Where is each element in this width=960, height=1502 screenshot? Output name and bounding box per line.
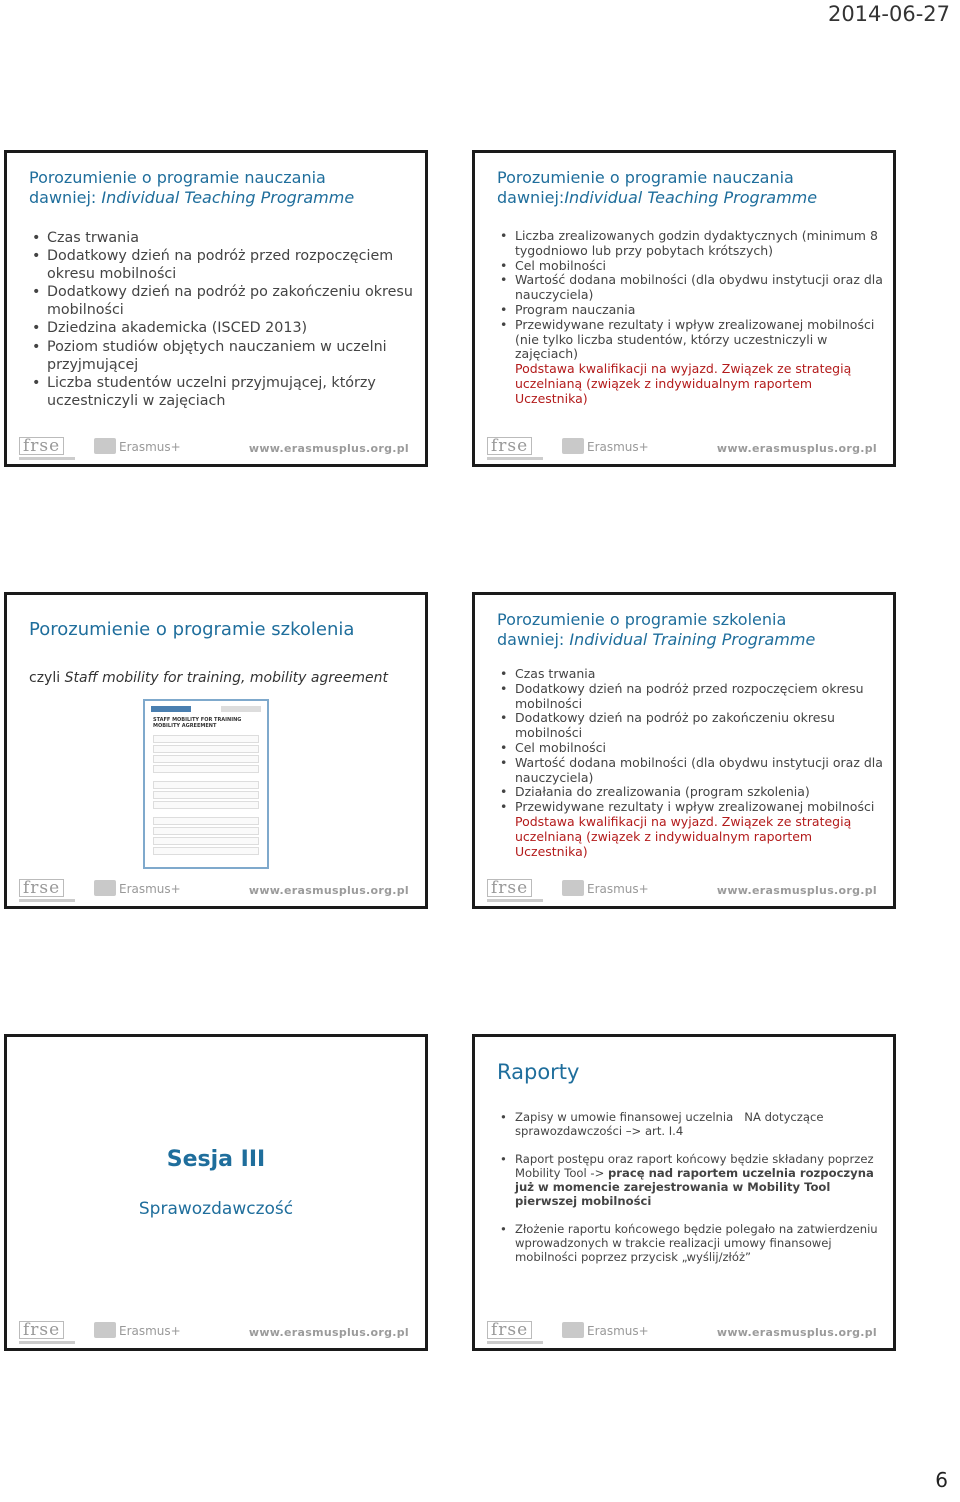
red-note: Podstawa kwalifikacji na wyjazd. Związek ze strategią uczelnianą (związek z indywidualnym raportem Uczestnika) bbox=[515, 361, 852, 406]
session-subtitle: Sprawozdawczość bbox=[138, 1199, 294, 1219]
erasmus-plus-logo: Erasmus+ bbox=[119, 440, 181, 454]
list-item: • Program nauczania bbox=[497, 303, 883, 318]
website-url: www.erasmusplus.org.pl bbox=[716, 1326, 877, 1339]
slide-footer bbox=[7, 1314, 425, 1348]
slide-subtitle: czyli Staff mobility for training, mobility agreement bbox=[29, 670, 388, 686]
bullet-list bbox=[497, 229, 883, 407]
slide-footer bbox=[475, 1314, 893, 1348]
website-url: www.erasmusplus.org.pl bbox=[248, 1326, 409, 1339]
erasmus-plus-logo: Erasmus+ bbox=[587, 440, 649, 454]
title-prefix: dawniej: bbox=[29, 188, 102, 207]
list-item: • Przewidywane rezultaty i wpływ zrealizowanej mobilności bbox=[497, 800, 883, 815]
list-item: • Przewidywane rezultaty i wpływ zrealizowanej mobilności (nie tylko liczba studentów, którzy uczestniczyli w zajęciach) bbox=[497, 318, 883, 362]
website-url: www.erasmusplus.org.pl bbox=[716, 884, 877, 897]
list-item: • Liczba zrealizowanych godzin dydaktycznych (minimum 8 tygodniowo lub przy pobytach krótszych) bbox=[497, 229, 883, 259]
slide-title: Raporty bbox=[497, 1060, 580, 1084]
erasmus-plus-logo: Erasmus+ bbox=[119, 882, 181, 896]
red-note: Podstawa kwalifikacji na wyjazd. Związek ze strategią uczelnianą (związek z indywidualnym raportem Uczestnika) bbox=[515, 813, 852, 859]
list-item: • Cel mobilności bbox=[497, 259, 883, 274]
page-date: 2014-06-27 bbox=[827, 2, 950, 26]
list-item: • Dodatkowy dzień na podróż po zakończeniu okresu mobilności bbox=[497, 711, 883, 741]
session-title: Sesja III bbox=[166, 1147, 266, 1172]
page-number: 6 bbox=[935, 1468, 948, 1492]
eu-flag-icon bbox=[562, 1322, 584, 1338]
bullet-list bbox=[29, 229, 415, 410]
slide-title bbox=[29, 168, 411, 208]
list-item: • Wartość dodana mobilności (dla obydwu instytucji oraz dla nauczyciela) bbox=[497, 273, 883, 303]
erasmus-plus-logo: Erasmus+ bbox=[587, 1324, 649, 1338]
list-item: • Dodatkowy dzień na podróż przed rozpoczęciem okresu mobilności bbox=[29, 247, 415, 283]
slide-footer bbox=[7, 872, 425, 906]
title-italic: Individual Teaching Programme bbox=[101, 188, 355, 207]
list-item: • Dodatkowy dzień na podróż po zakończeniu okresu mobilności bbox=[29, 283, 415, 319]
list-item: • Czas trwania bbox=[497, 667, 883, 682]
bullet-list bbox=[497, 667, 883, 859]
agreement-form-image: STAFF MOBILITY FOR TRAINING MOBILITY AGREEMENT bbox=[143, 699, 269, 869]
frse-logo: frse bbox=[19, 1320, 75, 1340]
list-item: • Wartość dodana mobilności (dla obydwu instytucji oraz dla nauczyciela) bbox=[497, 756, 883, 786]
slide-footer bbox=[7, 430, 425, 464]
list-item: • Raport postępu oraz raport końcowy będzie składany poprzez Mobility Tool -> pracę nad raportem uczelnia rozpoczyna już w momencie zarejestrowania w Mobility Tool pierwszej mobilności bbox=[497, 1152, 883, 1208]
slide-4 bbox=[472, 592, 896, 909]
slide-title bbox=[497, 168, 879, 208]
slide-1 bbox=[4, 150, 428, 467]
frse-logo: frse bbox=[19, 436, 75, 456]
slide-footer bbox=[475, 430, 893, 464]
list-item: • Dziedzina akademicka (ISCED 2013) bbox=[29, 319, 415, 337]
title-line-1: Porozumienie o programie szkolenia bbox=[497, 610, 787, 629]
website-url: www.erasmusplus.org.pl bbox=[248, 442, 409, 455]
frse-logo: frse bbox=[487, 1320, 543, 1340]
title-italic: Individual Training Programme bbox=[569, 630, 816, 649]
eu-flag-icon bbox=[562, 438, 584, 454]
frse-logo: frse bbox=[19, 878, 75, 898]
website-url: www.erasmusplus.org.pl bbox=[248, 884, 409, 897]
frse-logo: frse bbox=[487, 878, 543, 898]
list-item: • Działania do zrealizowania (program szkolenia) bbox=[497, 785, 883, 800]
title-line-1: Porozumienie o programie nauczania bbox=[497, 168, 794, 187]
frse-logo: frse bbox=[487, 436, 543, 456]
list-item: • Dodatkowy dzień na podróż przed rozpoczęciem okresu mobilności bbox=[497, 682, 883, 712]
slide-6 bbox=[472, 1034, 896, 1351]
list-item: • Złożenie raportu końcowego będzie polegało na zatwierdzeniu wprowadzonych w trakcie realizacji umowy finansowej mobilności poprzez przycisk „wyślij/złóż” bbox=[497, 1222, 883, 1264]
erasmus-plus-logo: Erasmus+ bbox=[119, 1324, 181, 1338]
slide-2 bbox=[472, 150, 896, 467]
list-item: • Czas trwania bbox=[29, 229, 415, 247]
eu-flag-icon bbox=[94, 1322, 116, 1338]
list-item: • Cel mobilności bbox=[497, 741, 883, 756]
eu-flag-icon bbox=[94, 438, 116, 454]
title-prefix: dawniej: bbox=[497, 188, 565, 207]
list-item: • Liczba studentów uczelni przyjmującej, którzy uczestniczyli w zajęciach bbox=[29, 374, 415, 410]
slide-3 bbox=[4, 592, 428, 909]
title-line-1: Porozumienie o programie nauczania bbox=[29, 168, 326, 187]
slide-title: Porozumienie o programie szkolenia bbox=[29, 619, 355, 640]
slide-5 bbox=[4, 1034, 428, 1351]
title-prefix: dawniej: bbox=[497, 630, 570, 649]
eu-flag-icon bbox=[562, 880, 584, 896]
erasmus-plus-logo: Erasmus+ bbox=[587, 882, 649, 896]
eu-flag-icon bbox=[94, 880, 116, 896]
website-url: www.erasmusplus.org.pl bbox=[716, 442, 877, 455]
title-italic: Individual Teaching Programme bbox=[564, 188, 818, 207]
slide-footer bbox=[475, 872, 893, 906]
slide-title bbox=[497, 610, 879, 650]
list-item: • Poziom studiów objętych nauczaniem w uczelni przyjmującej bbox=[29, 338, 415, 374]
list-item: • Zapisy w umowie finansowej uczelnia NA dotyczące sprawozdawczości –> art. I.4 bbox=[497, 1110, 883, 1138]
bullet-list bbox=[497, 1110, 883, 1264]
